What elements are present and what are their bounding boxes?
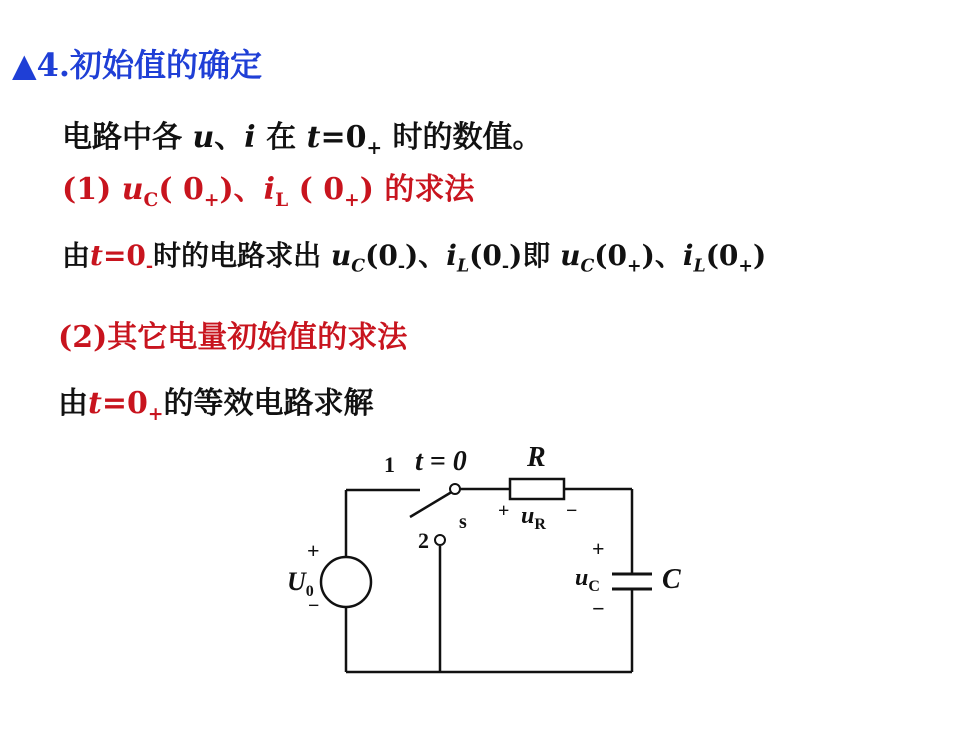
item-number: (1) xyxy=(62,172,112,207)
switch-name-label: s xyxy=(459,511,467,533)
paren-2-end: ) xyxy=(359,172,374,207)
paren-1: (0 xyxy=(365,239,398,272)
capacitor-label: C xyxy=(662,564,681,595)
sub-plus-3: + xyxy=(627,256,642,277)
sub-minus-1: - xyxy=(397,256,406,277)
sub-c: C xyxy=(351,256,366,277)
var-i: i xyxy=(446,239,457,272)
slide-title: ▲4.初始值的确定 xyxy=(12,46,263,84)
sub-c-2: C xyxy=(580,256,595,277)
sub-l-2: L xyxy=(693,256,706,277)
eq: =0 xyxy=(320,120,367,155)
source-label: $U_0$ xyxy=(287,567,314,600)
resistor-label: R xyxy=(527,442,546,473)
paren-1-end: ) xyxy=(405,239,419,272)
source-minus: − xyxy=(308,595,320,617)
sub-plus: + xyxy=(366,138,383,159)
paren-3: (0 xyxy=(594,239,628,272)
method-2-heading: (2)其它电量初始值的求法 xyxy=(58,320,408,355)
paren-2: (0 xyxy=(469,239,502,272)
sub-l: L xyxy=(275,190,289,211)
var-i: i xyxy=(263,172,276,207)
paren-1-end: )、 xyxy=(219,172,264,207)
eq: =0 xyxy=(102,239,146,272)
resistor xyxy=(510,479,564,499)
intro-text: 电路中各 xyxy=(62,120,182,155)
sub-plus-2: + xyxy=(344,190,360,211)
sub-l: L xyxy=(456,256,470,277)
sub-minus: - xyxy=(145,256,154,277)
text-b: 的等效电路求解 xyxy=(163,386,374,421)
intro-text-2: 在 xyxy=(266,120,297,155)
switch-blade xyxy=(410,490,455,517)
uc-label: $u_C$ xyxy=(575,565,600,595)
var-i-2: i xyxy=(682,239,694,272)
switch-time-label: t = 0 xyxy=(415,446,467,477)
switch-contact-1 xyxy=(450,484,460,494)
sub-plus: + xyxy=(147,404,164,425)
eq: =0 xyxy=(101,386,148,421)
paren-3-end: )、 xyxy=(641,239,683,272)
sub-c: C xyxy=(143,190,159,211)
switch-contact-2 xyxy=(435,535,445,545)
uc-plus: + xyxy=(592,536,605,561)
sub-minus-2: - xyxy=(501,256,510,277)
ur-plus: + xyxy=(498,500,510,522)
paren-4: (0 xyxy=(705,239,739,272)
intro-text-3: 时的数值。 xyxy=(392,120,543,155)
paren-1: ( 0 xyxy=(158,172,204,207)
heading-tail: 的求法 xyxy=(373,172,475,207)
sub-plus-4: + xyxy=(738,256,753,277)
paren-4-end: ) xyxy=(752,239,767,272)
sub-plus: + xyxy=(203,190,220,211)
var-u: u xyxy=(121,172,144,207)
var-i: i xyxy=(244,120,256,155)
separator: 、 xyxy=(418,239,447,272)
source-plus: + xyxy=(307,538,320,563)
var-u-2: u xyxy=(560,239,581,272)
var-u: u xyxy=(192,120,215,155)
var-t: t xyxy=(90,239,103,272)
terminal-1-label: 1 xyxy=(384,452,395,477)
voltage-source xyxy=(321,557,371,607)
separator: 、 xyxy=(214,120,245,155)
ur-minus: − xyxy=(566,500,578,522)
terminal-2-label: 2 xyxy=(418,528,429,553)
ur-label: $u_R$ xyxy=(521,503,546,533)
text-a: 由 xyxy=(58,386,88,421)
var-u: u xyxy=(330,239,352,272)
paren-2: ( 0 xyxy=(288,172,345,207)
uc-minus: − xyxy=(592,596,605,621)
var-t: t xyxy=(306,120,321,155)
var-t: t xyxy=(88,386,102,421)
text-b: 时的电路求出 xyxy=(153,239,322,272)
text-a: 由 xyxy=(62,239,91,272)
paren-2-end: )即 xyxy=(509,239,551,272)
